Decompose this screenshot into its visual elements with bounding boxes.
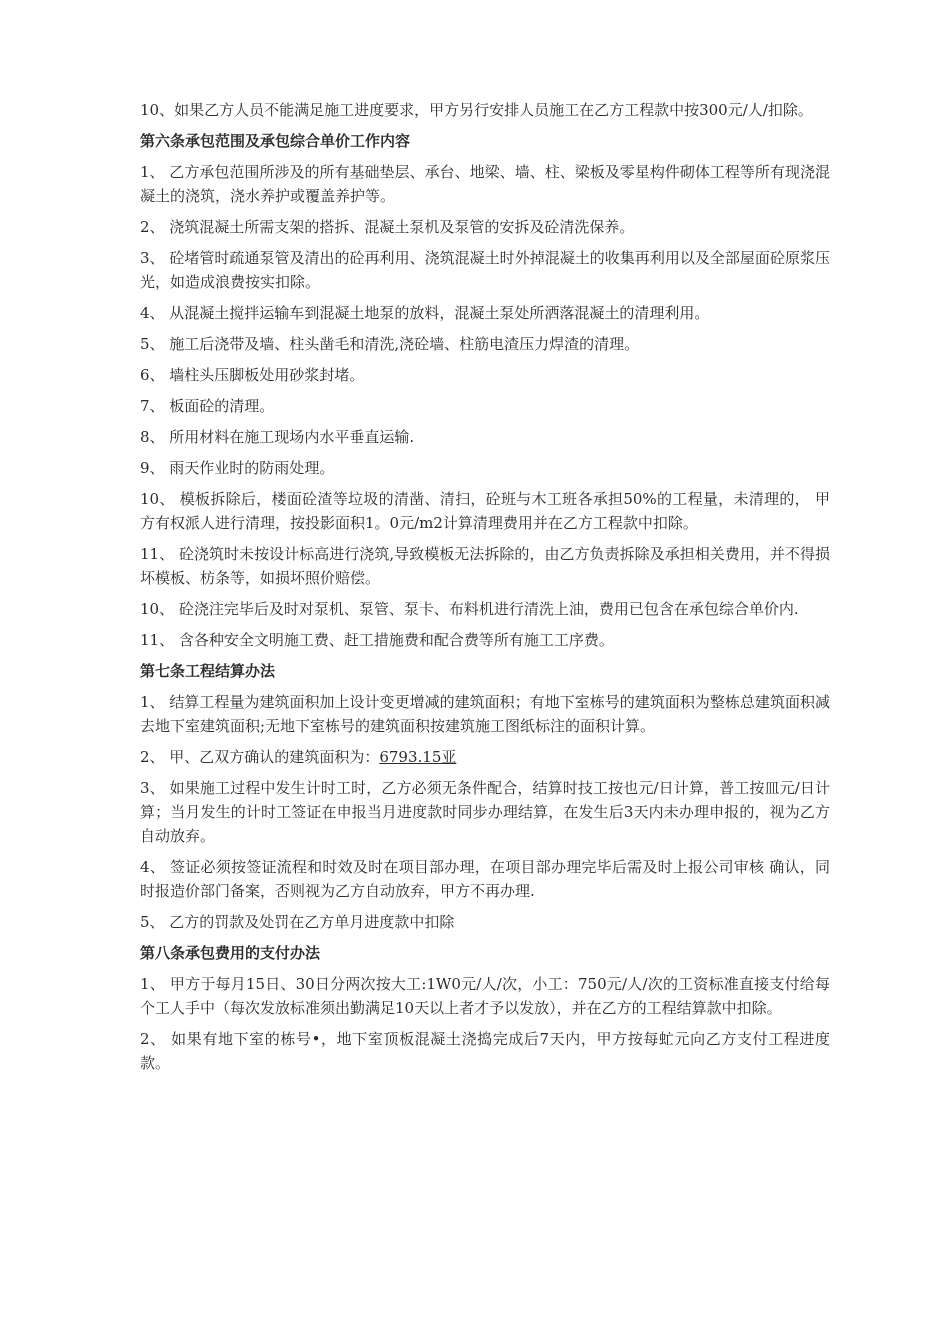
paragraph-19: 3、 如果施工过程中发生计时工时，乙方必须无条件配合，结算时技工按也元/日计算，普工按皿元/日计算；当月发生的计时工签证在申报当月进度款时同步办理结算，在发生后3天内未办理申报的，视为乙方自动放弃。 bbox=[140, 779, 830, 845]
paragraph-5: 3、 砼堵管时疏通泵管及清出的砼再利用、浇筑混凝土时外掉混凝土的收集再利用以及全部屋面砼原浆压光，如造成浪费按实扣除。 bbox=[140, 249, 830, 291]
document-page bbox=[140, 98, 830, 1082]
paragraph-4: 2、 浇筑混凝土所需支架的搭拆、混凝土泵机及泵管的安拆及砼清洗保养。 bbox=[140, 218, 635, 236]
paragraph-18-text: 2、 甲、乙双方确认的建筑面积为： bbox=[140, 748, 380, 766]
paragraph-3: 1、 乙方承包范围所涉及的所有基础垫层、承台、地梁、墙、柱、梁板及零星构件砌体工程等所有现浇混凝土的浇筑，浇水养护或覆盖养护等。 bbox=[140, 163, 830, 205]
area-value: 6793.15亚 bbox=[379, 748, 457, 766]
paragraph-11: 9、 雨天作业时的防雨处理。 bbox=[140, 459, 335, 477]
paragraph-20: 4、 签证必须按签证流程和时效及时在项目部办理，在项目部办理完毕后需及时上报公司审核 确认，同时报造价部门备案，否则视为乙方自动放弃，甲方不再办理. bbox=[140, 858, 830, 900]
paragraph-8: 6、 墙柱头压脚板处用砂浆封堵。 bbox=[140, 366, 365, 384]
paragraph-15: 11、 含各种安全文明施工费、赶工措施费和配合费等所有施工工序费。 bbox=[140, 631, 614, 649]
section-heading-6: 第六条承包范围及承包综合单价工作内容 bbox=[140, 132, 411, 150]
paragraph-9: 7、 板面砼的清理。 bbox=[140, 397, 275, 415]
section-heading-7: 第七条工程结算办法 bbox=[140, 662, 276, 680]
paragraph-24: 2、 如果有地下室的栋号•，地下室顶板混凝土浇捣完成后7天内，甲方按每虻元向乙方支付工程进度款。 bbox=[140, 1030, 830, 1072]
paragraph-1: 10、如果乙方人员不能满足施工进度要求，甲方另行安排人员施工在乙方工程款中按300元/人/扣除。 bbox=[140, 101, 813, 119]
paragraph-7: 5、 施工后浇带及墙、柱头凿毛和清洗,浇砼墙、柱筋电渣压力焊渣的清理。 bbox=[140, 335, 640, 353]
paragraph-10: 8、 所用材料在施工现场内水平垂直运输. bbox=[140, 428, 415, 446]
paragraph-17: 1、 结算工程量为建筑面积加上设计变更增减的建筑面积；有地下室栋号的建筑面积为整栋总建筑面积减去地下室建筑面积;无地下室栋号的建筑面积按建筑施工图纸标注的面积计算。 bbox=[140, 693, 830, 735]
paragraph-12: 10、 模板拆除后，楼面砼渣等垃圾的清凿、清扫，砼班与木工班各承担50%的工程量，未清理的， 甲方有权派人进行清理，按投影面积1。0元/m2计算清理费用并在乙方工程款中扣除。 bbox=[140, 490, 830, 532]
section-heading-8: 第八条承包费用的支付办法 bbox=[140, 944, 321, 962]
paragraph-14: 10、 砼浇注完毕后及时对泵机、泵管、泵卡、布料机进行清洗上油，费用已包含在承包综合单价内. bbox=[140, 600, 799, 618]
paragraph-23: 1、 甲方于每月15日、30日分两次按大工:1W0元/人/次，小工：750元/人/次的工资标准直接支付给每个工人手中（每次发放标准须出勤满足10天以上者才予以发放），并在乙方的工程结算款中扣除。 bbox=[140, 975, 830, 1017]
paragraph-21: 5、 乙方的罚款及处罚在乙方单月进度款中扣除 bbox=[140, 913, 455, 931]
paragraph-13: 11、 砼浇筑时未按设计标高进行浇筑,导致模板无法拆除的，由乙方负责拆除及承担相关费用，并不得损坏模板、枋条等，如损坏照价赔偿。 bbox=[140, 545, 830, 587]
paragraph-6: 4、 从混凝土搅拌运输车到混凝土地泵的放料，混凝土泵处所洒落混凝土的清理利用。 bbox=[140, 304, 710, 322]
paragraph-18 bbox=[140, 745, 830, 769]
